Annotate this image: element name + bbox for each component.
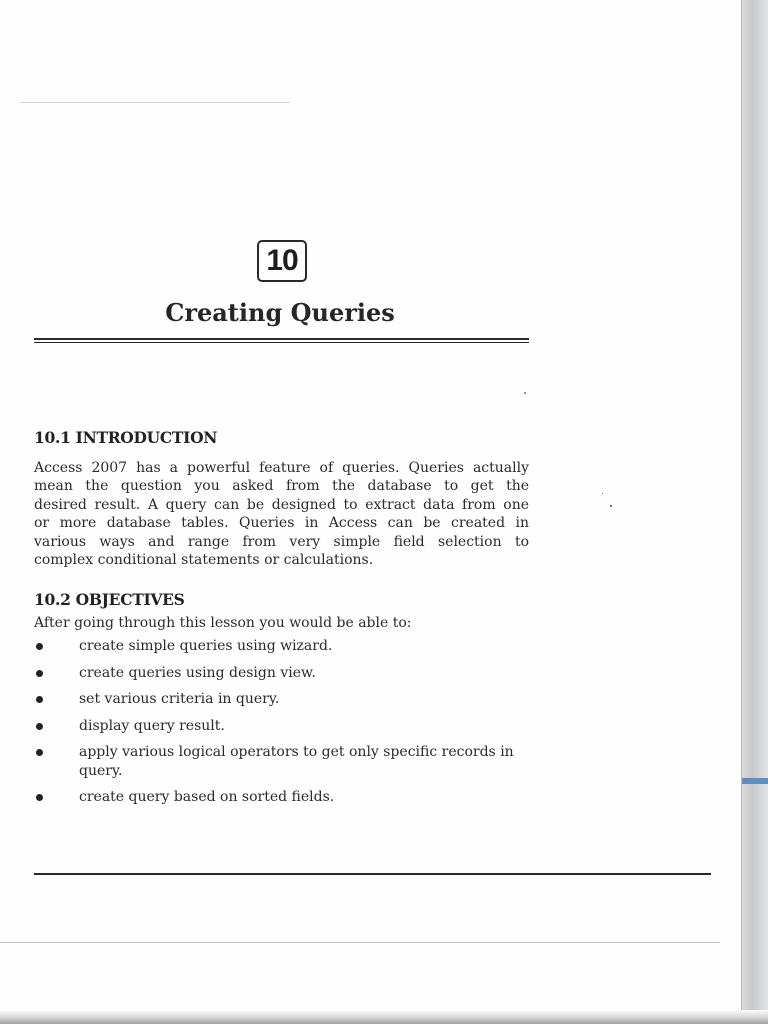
list-item — [34, 717, 534, 736]
bullet-icon — [36, 643, 43, 650]
chapter-title: Creating Queries — [165, 298, 395, 327]
objectives-intro: After going through this lesson you would be able to: — [34, 615, 412, 631]
bullet-icon — [36, 723, 43, 730]
title-rule — [34, 338, 529, 343]
bullet-icon — [36, 749, 43, 756]
paragraph-line: mean the question you asked from the database to get the — [34, 478, 529, 495]
paragraph-line: desired result. A query can be designed to extract data from one — [34, 496, 529, 513]
chapter-number-badge — [257, 240, 307, 282]
chapter-number: 10 — [266, 244, 298, 277]
list-item-text: create simple queries using wizard. — [79, 638, 333, 654]
list-item — [34, 743, 534, 780]
list-item — [34, 788, 534, 807]
list-item — [34, 690, 534, 709]
section-heading-introduction: 10.1 INTRODUCTION — [34, 428, 218, 447]
paragraph-line: or more database tables. Queries in Access can be created in — [34, 515, 529, 532]
bullet-icon — [36, 670, 43, 677]
scan-bottom-shadow — [0, 1010, 768, 1024]
bullet-icon — [36, 794, 43, 801]
scan-speck — [524, 392, 526, 394]
scan-speck — [610, 505, 612, 507]
objectives-list — [34, 637, 534, 807]
list-item-text: create queries using design view. — [79, 664, 316, 681]
list-item-text: apply various logical operators to get only specific records in query. — [79, 744, 514, 779]
list-item — [34, 637, 534, 656]
list-item-text: set various criteria in query. — [79, 691, 280, 707]
scan-bleed-line-bottom — [0, 942, 720, 943]
scan-edge-tab — [742, 778, 768, 784]
scan-speck — [602, 493, 603, 494]
scan-binding-edge — [741, 0, 768, 1024]
section-heading-objectives: 10.2 OBJECTIVES — [34, 590, 185, 609]
bullet-icon — [36, 696, 43, 703]
footer-rule — [34, 873, 711, 875]
paragraph-line: various ways and range from very simple field selection to — [34, 533, 529, 550]
paragraph-line: complex conditional statements or calculations. — [34, 552, 374, 569]
list-item — [34, 664, 534, 683]
introduction-paragraph — [34, 459, 529, 569]
scan-bleed-line-top — [20, 102, 290, 103]
paragraph-line: Access 2007 has a powerful feature of queries. Queries actually — [34, 460, 529, 476]
list-item-text: display query result. — [79, 717, 225, 734]
list-item-text: create query based on sorted fields. — [79, 789, 335, 805]
